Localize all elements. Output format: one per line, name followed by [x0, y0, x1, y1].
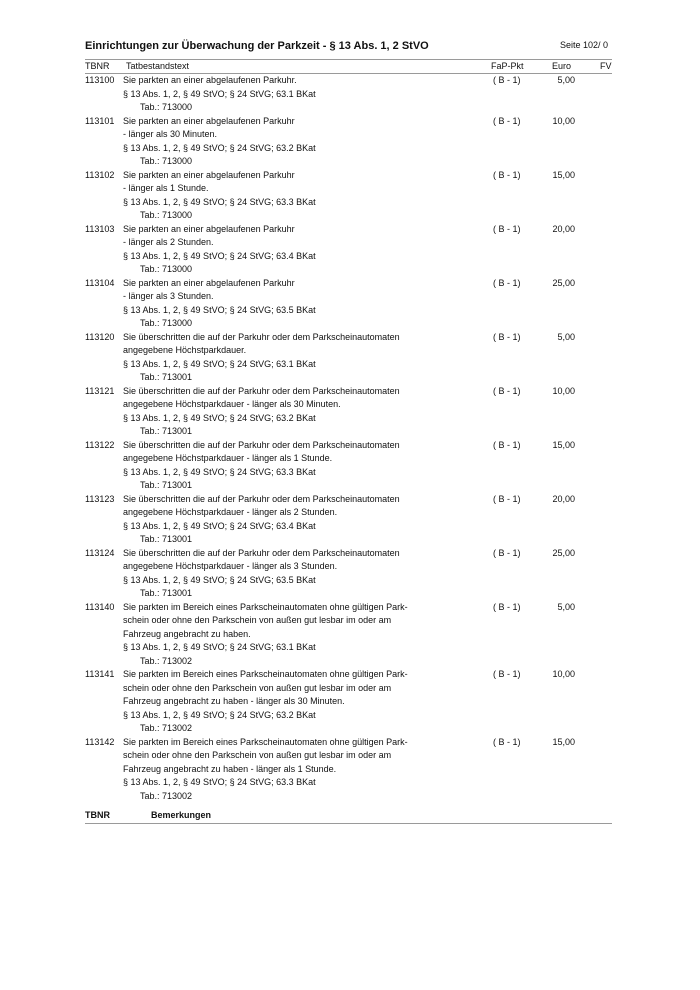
- row-text-line: angegebene Höchstparkdauer - länger als 2 Stunden.: [123, 507, 338, 517]
- row-text: [123, 385, 433, 439]
- row-text: [123, 601, 433, 669]
- row-tbnr: 113101: [85, 115, 115, 126]
- row-text: [123, 169, 433, 223]
- row-tbnr: 113122: [85, 439, 115, 450]
- column-header-text: Tatbestandstext: [126, 61, 190, 71]
- row-fap-points: ( B - 1): [493, 601, 521, 612]
- row-euro-amount: 15,00: [552, 439, 575, 450]
- row-text-line: schein oder ohne den Parkschein von außen gut lesbar im oder am: [123, 682, 392, 693]
- row-euro-amount: 20,00: [552, 223, 575, 234]
- column-header-row: [85, 59, 612, 74]
- row-text-line: Fahrzeug angebracht zu haben.: [123, 628, 251, 639]
- row-text: [123, 493, 433, 547]
- table-row: [85, 668, 612, 736]
- footer-remarks-label: Bemerkungen: [151, 810, 212, 820]
- row-tbnr: 113141: [85, 669, 115, 679]
- row-tbnr: 113124: [85, 547, 115, 558]
- row-text-line: § 13 Abs. 1, 2, § 49 StVO; § 24 StVG; 63.1 BKat: [123, 642, 316, 652]
- row-tab-reference: Tab.: 713001: [140, 426, 193, 436]
- table-row: [85, 439, 612, 493]
- row-euro-amount: 5,00: [557, 331, 575, 342]
- column-header-tbnr: TBNR: [85, 61, 110, 71]
- row-tbnr: 113103: [85, 223, 115, 234]
- row-text-line: Sie parkten an einer abgelaufenen Parkuhr: [123, 223, 295, 234]
- table-row: [85, 601, 612, 669]
- row-text: [123, 736, 433, 804]
- row-fap-points: ( B - 1): [493, 493, 521, 504]
- row-text-line: § 13 Abs. 1, 2, § 49 StVO; § 24 StVG; 63.2 BKat: [123, 709, 316, 720]
- row-text-line: angegebene Höchstparkdauer - länger als 3 Stunden.: [123, 561, 338, 571]
- row-euro-amount: 10,00: [552, 669, 575, 679]
- row-tab-reference: Tab.: 713002: [140, 723, 193, 733]
- row-text-line: Fahrzeug angebracht zu haben - länger als 1 Stunde.: [123, 763, 337, 774]
- row-text-line: Sie überschritten die auf der Parkuhr oder dem Parkscheinautomaten: [123, 439, 400, 450]
- row-euro-amount: 5,00: [557, 75, 575, 85]
- table-row: [85, 385, 612, 439]
- row-euro-amount: 10,00: [552, 115, 575, 126]
- row-fap-points: ( B - 1): [493, 736, 521, 747]
- row-text-line: Sie parkten an einer abgelaufenen Parkuhr.: [123, 75, 297, 85]
- row-text-line: § 13 Abs. 1, 2, § 49 StVO; § 24 StVG; 63.5 BKat: [123, 574, 316, 585]
- row-text-line: Sie überschritten die auf der Parkuhr oder dem Parkscheinautomaten: [123, 547, 400, 558]
- row-text-line: Sie parkten im Bereich eines Parkscheinautomaten ohne gültigen Park-: [123, 601, 408, 612]
- row-fap-points: ( B - 1): [493, 169, 521, 180]
- row-text-line: - länger als 2 Stunden.: [123, 237, 214, 247]
- row-tab-reference: Tab.: 713000: [140, 318, 193, 328]
- row-text-line: angegebene Höchstparkdauer - länger als 30 Minuten.: [123, 399, 341, 409]
- row-text-line: Sie parkten im Bereich eines Parkscheinautomaten ohne gültigen Park-: [123, 736, 408, 747]
- table-row: [85, 74, 612, 115]
- row-text-line: Sie überschritten die auf der Parkuhr oder dem Parkscheinautomaten: [123, 385, 400, 396]
- page-title: Einrichtungen zur Überwachung der Parkzeit - § 13 Abs. 1, 2 StVO: [85, 40, 429, 52]
- row-fap-points: ( B - 1): [493, 331, 521, 342]
- row-text-line: Fahrzeug angebracht zu haben - länger als 30 Minuten.: [123, 696, 345, 706]
- row-euro-amount: 15,00: [552, 736, 575, 747]
- row-euro-amount: 15,00: [552, 169, 575, 180]
- row-text-line: schein oder ohne den Parkschein von außen gut lesbar im oder am: [123, 750, 392, 760]
- table-row: [85, 115, 612, 169]
- row-text-line: angegebene Höchstparkdauer.: [123, 345, 247, 355]
- table-row: [85, 169, 612, 223]
- row-text-line: § 13 Abs. 1, 2, § 49 StVO; § 24 StVG; 63.3 BKat: [123, 196, 316, 207]
- row-tbnr: 113100: [85, 75, 115, 85]
- table-row: [85, 493, 612, 547]
- row-fap-points: ( B - 1): [493, 115, 521, 126]
- row-text-line: § 13 Abs. 1, 2, § 49 StVO; § 24 StVG; 63.5 BKat: [123, 304, 316, 315]
- offense-table: [85, 74, 612, 803]
- row-tbnr: 113140: [85, 601, 115, 612]
- row-fap-points: ( B - 1): [493, 439, 521, 450]
- row-tab-reference: Tab.: 713001: [140, 588, 193, 598]
- row-text-line: § 13 Abs. 1, 2, § 49 StVO; § 24 StVG; 63.3 BKat: [123, 466, 316, 477]
- row-tab-reference: Tab.: 713001: [140, 480, 193, 490]
- row-tab-reference: Tab.: 713001: [140, 534, 193, 544]
- row-tab-reference: Tab.: 713000: [140, 264, 193, 274]
- row-text: [123, 331, 433, 385]
- row-tab-reference: Tab.: 713000: [140, 210, 193, 220]
- row-text-line: § 13 Abs. 1, 2, § 49 StVO; § 24 StVG; 63.2 BKat: [123, 412, 316, 423]
- row-fap-points: ( B - 1): [493, 547, 521, 558]
- row-tbnr: 113121: [85, 385, 115, 396]
- row-euro-amount: 5,00: [557, 601, 575, 612]
- row-tbnr: 113104: [85, 277, 115, 288]
- row-text: [123, 668, 433, 736]
- row-euro-amount: 10,00: [552, 385, 575, 396]
- row-fap-points: ( B - 1): [493, 223, 521, 234]
- row-fap-points: ( B - 1): [493, 385, 521, 396]
- row-fap-points: ( B - 1): [493, 277, 521, 288]
- row-text-line: Sie überschritten die auf der Parkuhr oder dem Parkscheinautomaten: [123, 493, 400, 504]
- footer-row: [85, 810, 612, 824]
- table-row: [85, 736, 612, 804]
- row-tab-reference: Tab.: 713000: [140, 156, 193, 166]
- row-text: [123, 547, 433, 601]
- row-text: [123, 115, 433, 169]
- row-tab-reference: Tab.: 713002: [140, 790, 193, 801]
- row-text-line: Sie überschritten die auf der Parkuhr oder dem Parkscheinautomaten: [123, 331, 400, 342]
- row-text: [123, 74, 433, 115]
- row-tbnr: 113120: [85, 331, 115, 342]
- table-row: [85, 223, 612, 277]
- row-tab-reference: Tab.: 713002: [140, 655, 193, 666]
- row-text-line: § 13 Abs. 1, 2, § 49 StVO; § 24 StVG; 63.4 BKat: [123, 250, 316, 261]
- row-text-line: Sie parkten an einer abgelaufenen Parkuhr: [123, 277, 295, 288]
- row-text: [123, 439, 433, 493]
- row-fap-points: ( B - 1): [493, 75, 521, 85]
- row-text-line: § 13 Abs. 1, 2, § 49 StVO; § 24 StVG; 63.2 BKat: [123, 142, 316, 153]
- table-row: [85, 331, 612, 385]
- row-text-line: Sie parkten an einer abgelaufenen Parkuhr: [123, 169, 295, 180]
- row-text-line: - länger als 30 Minuten.: [123, 129, 218, 139]
- table-row: [85, 277, 612, 331]
- row-text-line: Sie parkten an einer abgelaufenen Parkuhr: [123, 115, 295, 126]
- column-header-fv: FV: [600, 61, 612, 71]
- row-text-line: - länger als 3 Stunden.: [123, 291, 214, 301]
- row-euro-amount: 25,00: [552, 277, 575, 288]
- row-text-line: § 13 Abs. 1, 2, § 49 StVO; § 24 StVG; 63.1 BKat: [123, 88, 316, 99]
- row-text-line: Sie parkten im Bereich eines Parkscheinautomaten ohne gültigen Park-: [123, 669, 408, 679]
- row-text: [123, 223, 433, 277]
- row-text-line: § 13 Abs. 1, 2, § 49 StVO; § 24 StVG; 63.1 BKat: [123, 358, 316, 369]
- row-text: [123, 277, 433, 331]
- row-tbnr: 113102: [85, 169, 115, 180]
- row-euro-amount: 20,00: [552, 493, 575, 504]
- row-text-line: § 13 Abs. 1, 2, § 49 StVO; § 24 StVG; 63.4 BKat: [123, 520, 316, 531]
- column-header-euro: Euro: [552, 61, 572, 71]
- row-text-line: - länger als 1 Stunde.: [123, 183, 209, 193]
- row-tab-reference: Tab.: 713000: [140, 102, 193, 112]
- row-text-line: angegebene Höchstparkdauer - länger als 1 Stunde.: [123, 453, 333, 463]
- page-number: Seite 102/ 0: [560, 40, 609, 50]
- row-euro-amount: 25,00: [552, 547, 575, 558]
- row-text-line: § 13 Abs. 1, 2, § 49 StVO; § 24 StVG; 63.3 BKat: [123, 777, 316, 787]
- table-row: [85, 547, 612, 601]
- row-tbnr: 113142: [85, 736, 115, 747]
- row-tab-reference: Tab.: 713001: [140, 372, 193, 382]
- column-header-fap: FaP-Pkt: [491, 61, 524, 71]
- row-fap-points: ( B - 1): [493, 669, 521, 679]
- footer-tbnr-label: TBNR: [85, 810, 110, 820]
- row-text-line: schein oder ohne den Parkschein von außen gut lesbar im oder am: [123, 615, 392, 625]
- row-tbnr: 113123: [85, 493, 115, 504]
